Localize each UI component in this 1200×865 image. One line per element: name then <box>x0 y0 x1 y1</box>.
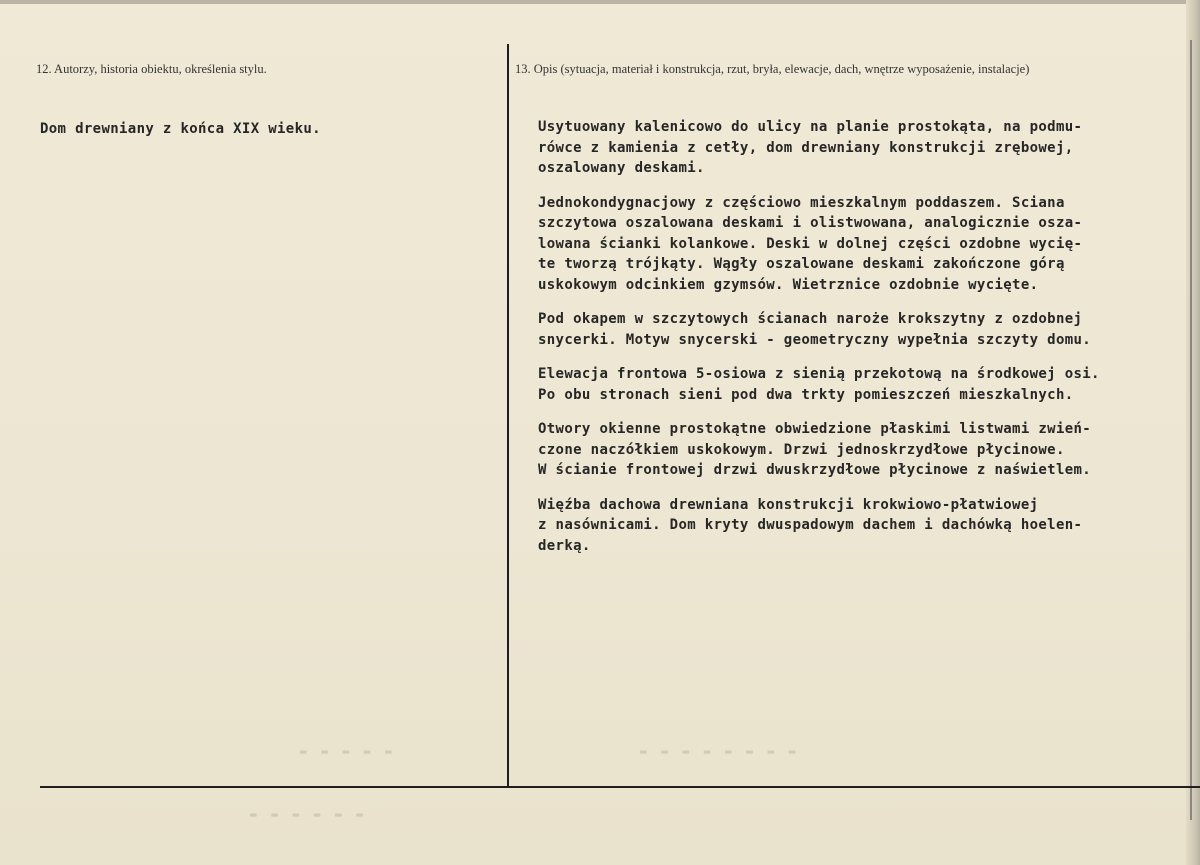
text-line: Usytuowany kalenicowo do ulicy na planie prostokąta, na podmu- <box>538 119 1083 135</box>
text-line: Elewacja frontowa 5-osiowa z sienią przekotową na środkowej osi. <box>538 366 1100 382</box>
text-line: Jednokondygnacjowy z częściowo mieszkalnym poddaszem. Sciana <box>538 194 1065 211</box>
text-line: Pod okapem w szczytowych ścianach naroże krokszytny z ozdobnej <box>538 311 1083 327</box>
text-line: derką. <box>538 537 591 554</box>
text-line: snycerki. Motyw snycerski - geometryczny wypełnia szczyty domu. <box>538 331 1092 348</box>
text-line: W ścianie frontowej drzwi dwuskrzydłowe płycinowe z naświetlem. <box>538 462 1092 478</box>
scan-top-edge <box>0 0 1200 4</box>
text-line: oszalowany deskami. <box>538 160 705 176</box>
column-divider <box>507 44 509 786</box>
text-line: rówce z kamienia z cetły, dom drewniany konstrukcji zrębowej, <box>538 139 1074 156</box>
text-line: szczytowa oszalowana deskami i olistwowana, analogicznie osza- <box>538 215 1083 231</box>
scan-right-shadow <box>1190 40 1192 820</box>
text-line: lowana ścianki kolankowe. Deski w dolnej części ozdobne wycię- <box>538 235 1083 252</box>
bleed-through-mark: ▬ ▬ ▬ ▬ ▬ ▬ ▬ ▬ <box>640 745 800 758</box>
text-line: te tworzą trójkąty. Wągły oszalowane deskami zakończone górą <box>538 256 1065 272</box>
text-line: czone naczółkiem uskokowym. Drzwi jednoskrzydłowe płycinowe. <box>538 441 1065 458</box>
description-paragraph <box>538 309 1178 350</box>
section-12-header: 12. Autorzy, historia obiektu, określenia stylu. <box>36 62 267 76</box>
bottom-rule <box>40 786 1200 788</box>
description-paragraph <box>538 117 1178 179</box>
scan-right-edge <box>1186 0 1200 865</box>
description-paragraph <box>538 364 1178 405</box>
text-line: Otwory okienne prostokątne obwiedzione płaskimi listwami zwień- <box>538 421 1092 437</box>
section-13-header: 13. Opis (sytuacja, materiał i konstrukcja, rzut, bryła, elewacje, dach, wnętrze wyposażenie, instalacje) <box>515 62 1030 76</box>
section-13-description <box>538 117 1178 570</box>
description-paragraph <box>538 193 1178 296</box>
description-paragraph <box>538 419 1178 481</box>
bleed-through-mark: ▬ ▬ ▬ ▬ ▬ <box>300 745 396 758</box>
section-12-text: Dom drewniany z końca XIX wieku. <box>40 121 321 137</box>
bleed-through-mark: ▬ ▬ ▬ ▬ ▬ ▬ <box>250 808 367 821</box>
text-line: Więźba dachowa drewniana konstrukcji krokwiowo-płatwiowej <box>538 496 1039 513</box>
text-line: uskokowym odcinkiem gzymsów. Wietrznice ozdobnie wycięte. <box>538 276 1039 293</box>
description-paragraph <box>538 495 1178 557</box>
text-line: Po obu stronach sieni pod dwa trkty pomieszczeń mieszkalnych. <box>538 386 1074 403</box>
text-line: z nasównicami. Dom kryty dwuspadowym dachem i dachówką hoelen- <box>538 517 1083 533</box>
